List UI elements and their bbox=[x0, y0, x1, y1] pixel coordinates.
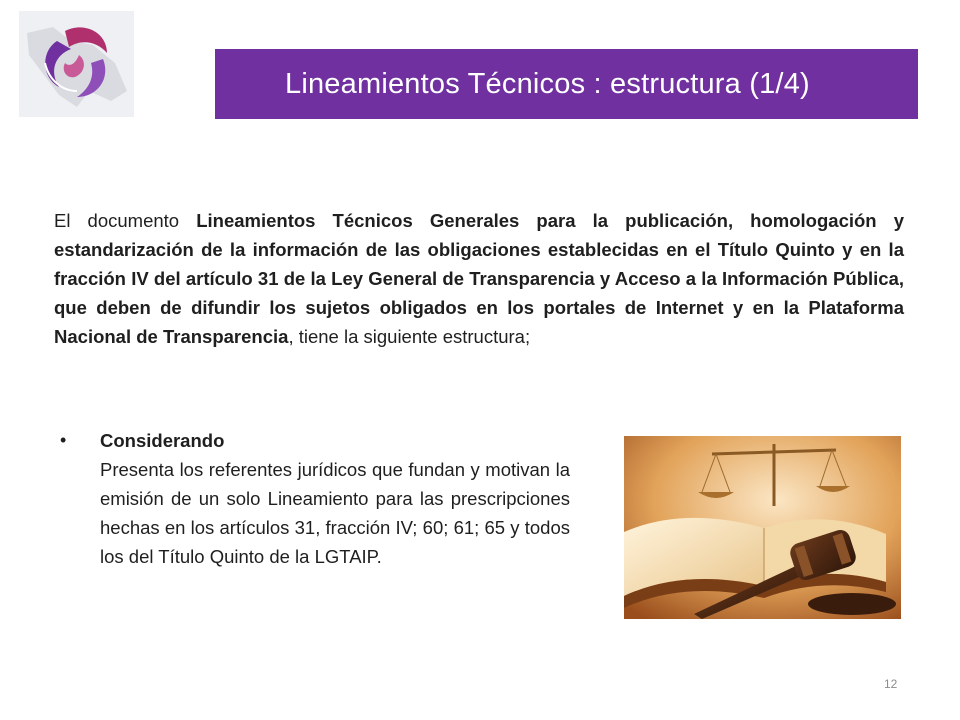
bullet-heading: Considerando bbox=[100, 430, 225, 451]
intro-document-name: Lineamientos Técnicos Generales para la publicación, homologación y estandarización de la información de las obligaciones establecidas en el Título Quinto y en la fracción IV del artículo 31 de la Ley General de Transparencia y Acceso a la Información Pública, que deben de difundir los sujetos obligados en los portales de Internet y en la Plataforma Nacional de Transparencia bbox=[54, 210, 904, 347]
inai-logo-icon bbox=[19, 11, 134, 117]
page-number: 12 bbox=[884, 677, 898, 691]
bullet-body: Presenta los referentes jurídicos que fundan y motivan la emisión de un solo Lineamiento para las prescripciones hechas en los artículos 31, fracción IV; 60; 61; 65 y todos los del Título Quinto de la LGTAIP. bbox=[100, 459, 570, 567]
slide-title: Lineamientos Técnicos : estructura (1/4) bbox=[285, 67, 810, 100]
intro-lead: El documento bbox=[54, 210, 197, 231]
intro-tail: , tiene la siguiente estructura; bbox=[288, 326, 531, 347]
title-bar bbox=[215, 49, 918, 119]
logo-graphic bbox=[19, 11, 134, 117]
bullet-item-considerando bbox=[60, 426, 570, 571]
intro-paragraph bbox=[54, 206, 904, 351]
photo-illustration bbox=[624, 436, 901, 619]
gavel-scales-book-photo bbox=[624, 436, 901, 619]
bullet-marker: • bbox=[60, 430, 67, 450]
